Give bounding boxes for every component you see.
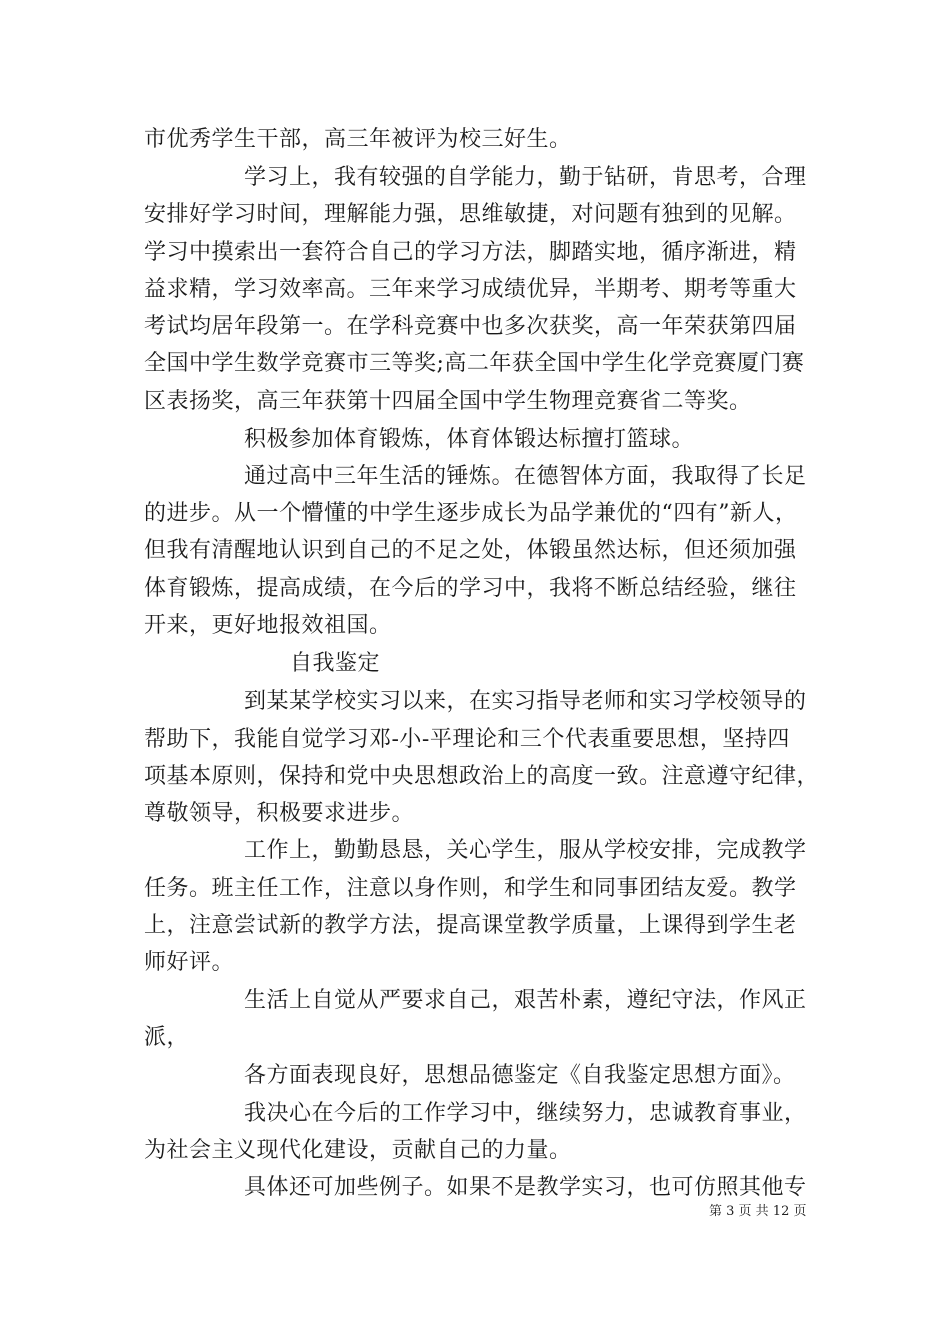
text-line: 为社会主义现代化建设，贡献自己的力量。 <box>144 1138 572 1163</box>
text-line: 全国中学生数学竞赛市三等奖;高二年获全国中学生化学竞赛厦门赛 <box>144 351 805 376</box>
text-line: 项基本原则，保持和党中央思想政治上的高度一致。注意遵守纪律， <box>144 764 820 789</box>
text-line: 上，注意尝试新的教学方法，提高课堂教学质量，上课得到学生老 <box>144 913 797 938</box>
text-line: 学习上，我有较强的自学能力，勤于钻研，肯思考，合理 <box>244 165 807 190</box>
text-line: 开来，更好地报效祖国。 <box>144 613 392 638</box>
text-line: 区表扬奖，高三年获第十四届全国中学生物理竞赛省二等奖。 <box>144 389 752 414</box>
text-line: 通过高中三年生活的锤炼。在德智体方面，我取得了长足 <box>244 464 807 489</box>
text-line: 派， <box>144 1025 190 1050</box>
text-line: 各方面表现良好，思想品德鉴定《自我鉴定思想方面》。 <box>244 1063 796 1088</box>
text-line: 任务。班主任工作，注意以身作则，和学生和同事团结友爱。教学 <box>144 876 797 901</box>
text-line: 生活上自觉从严要求自己，艰苦朴素，遵纪守法，作风正 <box>244 988 807 1013</box>
text-line: 帮助下，我能自觉学习邓-小-平理论和三个代表重要思想，坚持四 <box>144 727 790 752</box>
text-line: 安排好学习时间，理解能力强，思维敏捷，对问题有独到的见解。 <box>144 202 797 227</box>
text-line: 体育锻炼，提高成绩，在今后的学习中，我将不断总结经验，继往 <box>144 576 797 601</box>
section-heading: 自我鉴定 <box>290 651 381 676</box>
text-line: 的进步。从一个懵懂的中学生逐步成长为品学兼优的“四有”新人， <box>144 501 798 526</box>
text-line: 益求精，学习效率高。三年来学习成绩优异，半期考、期考等重大 <box>144 277 797 302</box>
text-line: 具体还可加些例子。如果不是教学实习，也可仿照其他专 <box>244 1175 807 1200</box>
text-line: 考试均居年段第一。在学科竞赛中也多次获奖，高一年荣获第四届 <box>144 314 797 339</box>
text-line: 市优秀学生干部，高三年被评为校三好生。 <box>144 127 572 152</box>
text-line: 师好评。 <box>144 950 235 975</box>
text-line: 工作上，勤勤恳恳，关心学生，服从学校安排，完成教学 <box>244 838 807 863</box>
text-line: 但我有清醒地认识到自己的不足之处，体锻虽然达标，但还须加强 <box>144 538 797 563</box>
text-line: 积极参加体育锻炼，体育体锻达标擅打篮球。 <box>244 427 695 452</box>
text-line: 学习中摸索出一套符合自己的学习方法，脚踏实地，循序渐进，精 <box>144 240 797 265</box>
text-line: 尊敬领导，积极要求进步。 <box>144 801 415 826</box>
text-line: 到某某学校实习以来，在实习指导老师和实习学校领导的 <box>244 689 807 714</box>
text-line: 我决心在今后的工作学习中，继续努力，忠诚教育事业， <box>244 1101 807 1126</box>
page-number: 第 3 页 共 12 页 <box>709 1204 807 1219</box>
